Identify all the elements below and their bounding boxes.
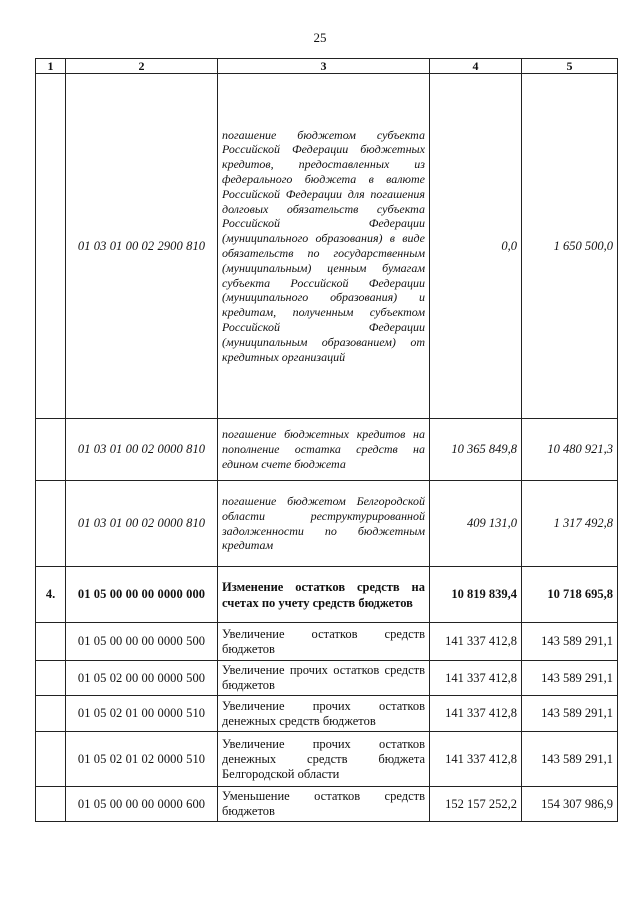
row-value-col4: 409 131,0 — [430, 481, 522, 567]
table-row — [36, 696, 618, 732]
header-col-3: 3 — [218, 59, 430, 74]
row-value-col5: 1 650 500,0 — [522, 74, 618, 419]
header-col-4: 4 — [430, 59, 522, 74]
row-name: Увеличение остатков средств бюджетов — [218, 623, 430, 661]
row-value-col5: 10 718 695,8 — [522, 567, 618, 623]
row-code: 01 05 02 01 00 0000 510 — [66, 696, 218, 732]
row-number — [36, 696, 66, 732]
row-value-col4: 10 365 849,8 — [430, 419, 522, 481]
row-name: Изменение остатков средств на счетах по учету средств бюджетов — [218, 567, 430, 623]
row-number — [36, 623, 66, 661]
row-name: Увеличение прочих остатков денежных средств бюджета Белгородской области — [218, 732, 430, 787]
row-value-col5: 143 589 291,1 — [522, 623, 618, 661]
row-value-col4: 10 819 839,4 — [430, 567, 522, 623]
row-value-col4: 141 337 412,8 — [430, 623, 522, 661]
row-name: Уменьшение остатков средств бюджетов — [218, 787, 430, 822]
row-value-col5: 1 317 492,8 — [522, 481, 618, 567]
row-number: 4. — [36, 567, 66, 623]
row-code: 01 05 02 00 00 0000 500 — [66, 661, 218, 696]
table-row — [36, 481, 618, 567]
row-value-col4: 152 157 252,2 — [430, 787, 522, 822]
row-number — [36, 419, 66, 481]
table-row — [36, 732, 618, 787]
row-number — [36, 787, 66, 822]
row-code: 01 05 00 00 00 0000 600 — [66, 787, 218, 822]
row-value-col4: 0,0 — [430, 74, 522, 419]
row-value-col5: 143 589 291,1 — [522, 696, 618, 732]
row-name: Увеличение прочих остатков денежных средств бюджетов — [218, 696, 430, 732]
row-name: погашение бюджетных кредитов на пополнение остатка средств на едином счете бюджета — [218, 419, 430, 481]
row-code: 01 05 00 00 00 0000 500 — [66, 623, 218, 661]
row-name: погашение бюджетом Белгородской области реструктурированной задолженности по бюджетным кредитам — [218, 481, 430, 567]
table-row — [36, 74, 618, 419]
table-header-row — [36, 59, 618, 74]
row-code: 01 03 01 00 02 2900 810 — [66, 74, 218, 419]
row-name: погашение бюджетом субъекта Российской Федерации бюджетных кредитов, предоставленных из федерального бюджета в валюте Российской Федерации для погашения долговых обязательств субъекта Российской Федерации (муниципального образования) в виде обязательств по государственным (муниципальным) ценным бумагам субъекта Российской Федерации (муниципального образования) и кредитам, полученным субъектом Российской Федерации (муниципальным образованием) от кредитных организаций — [218, 74, 430, 419]
table-row-section — [36, 567, 618, 623]
row-number — [36, 74, 66, 419]
row-value-col4: 141 337 412,8 — [430, 732, 522, 787]
row-number — [36, 661, 66, 696]
table-row — [36, 419, 618, 481]
row-code: 01 05 00 00 00 0000 000 — [66, 567, 218, 623]
row-name: Увеличение прочих остатков средств бюджетов — [218, 661, 430, 696]
row-value-col5: 10 480 921,3 — [522, 419, 618, 481]
row-number — [36, 481, 66, 567]
row-code: 01 03 01 00 02 0000 810 — [66, 419, 218, 481]
row-value-col5: 143 589 291,1 — [522, 732, 618, 787]
table-row — [36, 661, 618, 696]
row-value-col4: 141 337 412,8 — [430, 661, 522, 696]
table-row — [36, 623, 618, 661]
row-code: 01 03 01 00 02 0000 810 — [66, 481, 218, 567]
header-col-1: 1 — [36, 59, 66, 74]
row-value-col5: 143 589 291,1 — [522, 661, 618, 696]
header-col-5: 5 — [522, 59, 618, 74]
table-row — [36, 787, 618, 822]
page-number: 25 — [313, 30, 327, 45]
row-value-col5: 154 307 986,9 — [522, 787, 618, 822]
row-value-col4: 141 337 412,8 — [430, 696, 522, 732]
row-code: 01 05 02 01 02 0000 510 — [66, 732, 218, 787]
budget-sources-table — [35, 58, 618, 822]
row-number — [36, 732, 66, 787]
header-col-2: 2 — [66, 59, 218, 74]
